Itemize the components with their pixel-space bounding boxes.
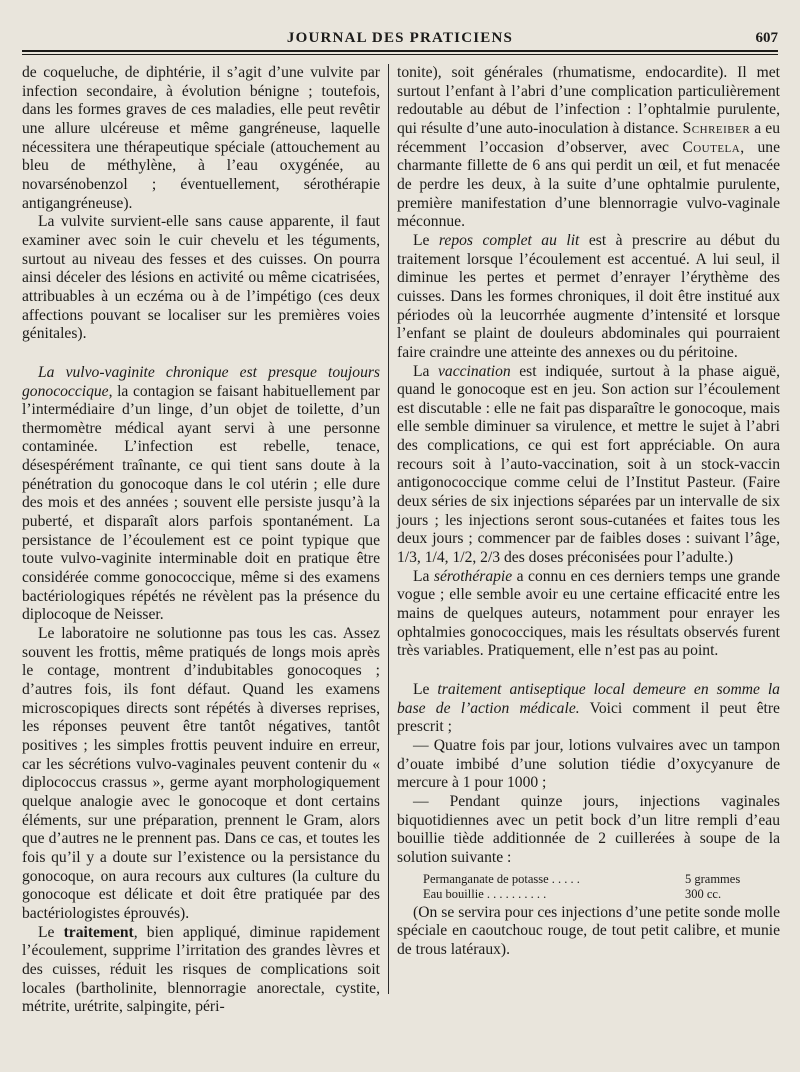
- paragraph: (On se servira pour ces injections d’une petite sonde molle spéciale en caoutchouc rouge, de tout petit calibre, et munie de trous latéraux).: [397, 903, 780, 958]
- header-rule-thick: [22, 50, 778, 52]
- bold-term: traitement: [63, 923, 134, 941]
- paragraph: — Quatre fois par jour, lotions vulvaires avec un tampon d’ouate imbibé d’une solution tiédie d’oxycyanure de mercure à 1 pour 1000 ;: [397, 736, 780, 792]
- paragraph: — Pendant quinze jours, injections vaginales biquotidiennes avec un petit bock d’un litre rempli d’eau bouillie tiède additionnée de 2 cuillerées à soupe de la solution suivante :: [397, 792, 780, 866]
- journal-title: JOURNAL DES PRATICIENS: [286, 30, 514, 46]
- paragraph: La vulvite survient-elle sans cause apparente, il faut examiner avec soin le cuir chevelu et les téguments, surtout au niveau des fesses et des cuisses. On pourra ainsi déceler des lésions en activité ou même cicatrisées, attribuables à un eczéma ou à de l’impétigo (ces deux affections pouvant se localiser sur les premières voies génitales).: [22, 213, 380, 343]
- paragraph: tonite), soit générales (rhumatisme, endocardite). Il met surtout l’enfant à l’abri d’une complication particulièrement redoutable au début de l’infection : l’ophtalmie purulente, qui résulte d’une auto-inoculation à distance. Schreiber a eu récemment l’occasion d’observer, avec Coutela, une charmante fillette de 6 ans qui perdit un œil, et fut menacée de perdre les deux, à la suite d’une ophtalmie purulente, première manifestation d’une blennorragie vulvo-vaginale méconnue.: [397, 64, 780, 231]
- left-column: [22, 64, 380, 1017]
- paragraph: La sérothérapie a connu en ces derniers temps une grande vogue ; elle semble avoir eu une certaine efficacité entre les mains de quelques auteurs, notamment pour enrayer les ophtalmies gonococciques, mais les résultats observés furent très variables. Pratiquement, elle n’est pas au point.: [397, 567, 780, 660]
- paragraph: Le laboratoire ne solutionne pas tous les cas. Assez souvent les frottis, même pratiqués de longs mois après le contage, montrent d’indubitables gonocoques ; d’autres fois, ils font défaut. Quand les examens microscopiques directs sont répétés à diverses reprises, les réponses peuvent être tantôt négatives, tantôt positives ; les simples frottis peuvent induire en erreur, car les sécrétions vulvo-vaginales peuvent contenir du « diplococcus crassus », germe ayant morphologiquement quelque analogie avec le gonocoque et dont certains éléments, sur une préparation, prennent le Gram, alors que d’autres ne le prennent pas. Dans ce cas, et toutes les fois qu’il y a doute sur l’existence ou la persistance du gonocoque, on aura recours aux cultures (la culture du gonocoque est délicate et doit être pratiquée par des bactériologistes éprouvés).: [22, 625, 380, 922]
- page-number: 607: [755, 30, 778, 46]
- paragraph: La vaccination est indiquée, surtout à la phase aiguë, quand le gonocoque est en jeu. Son action sur l’écoulement est discutable : elle ne fait pas disparaître le gonocoque, mais elle semble diminuer sa virulence, et mettre le sujet à l’abri des complications, ce qui est fort appréciable. On aura recours soit à l’auto-vaccination, soit à un stock-vaccin antigonococcique comme celui de l’Institut Pasteur. (Faire deux séries de six injections séparées par un intervalle de six jours ; les injections seront sous-cutanées et faites tous les deux jours ; commencer par de faibles doses : suivant l’âge, 1/3, 1/4, 1/2, 2/3 des doses préconisées pour l’adulte.): [397, 362, 780, 567]
- paragraph: Le traitement antiseptique local demeure en somme la base de l’action médicale. Voici comment il peut être prescrit ;: [397, 681, 780, 736]
- formula-row: Permanganate de potasse . . . . . 5 grammes: [423, 871, 741, 886]
- right-column: [397, 64, 780, 960]
- formula-row: Eau bouillie . . . . . . . . . . 300 cc.: [423, 886, 722, 901]
- page-header: [22, 30, 778, 52]
- paragraph: La vulvo-vaginite chronique est presque toujours gonococcique, la contagion se faisant habituellement par l’intermédiaire d’un linge, d’un objet de toilette, d’un thermomètre médical ayant servi à une personne contaminée. L’infection est rebelle, tenace, désespérément traînante, ce qui tient sans doute à la pénétration du gonocoque dans le col utérin ; elle dure des mois et des années ; souvent elle persiste jusqu’à la puberté, et disparaît alors parfois spontanément. La persistance de l’écoulement est ce point typique que toute vulvo-vaginite interminable doit en pratique être considérée comme gonococcique, même si des examens bactériologiques répétés ne révèlent pas la présence du diplocoque de Neisser.: [22, 363, 380, 624]
- header-rule-thin: [22, 54, 778, 55]
- paragraph: de coqueluche, de diphtérie, il s’agit d’une vulvite par infection secondaire, à évolution bénigne ; toutefois, dans les formes graves de ces maladies, elle peut revêtir une allure ulcéreuse et même gangréneuse, laquelle nécessitera une thérapeutique spéciale (attouchement au bleu de méthylène, à l’eau oxygénée, au novarsénobenzol ; éventuellement, sérothérapie antigangréneuse).: [22, 64, 380, 212]
- author-name: Coutela: [682, 138, 741, 156]
- paragraph: Le repos complet au lit est à prescrire au début du traitement lorsque l’écoulement est accentué. A lui seul, il diminue les pertes et permet d’enrayer l’érythème des cuisses. Dans les formes chroniques, il doit être institué aux périodes où la leucorrhée augmente d’intensité et lorsque l’enfant se plaint de douleurs abdominales qui pourraient faire craindre une atteinte des annexes ou du péritoine.: [397, 231, 780, 361]
- column-divider: [388, 64, 389, 994]
- author-name: Schreiber: [682, 119, 751, 137]
- paragraph: Le traitement, bien appliqué, diminue rapidement l’écoulement, supprime l’irritation des grandes lèvres et des cuisses, réduit les risques de complications soit locales (bartholinite, blennorragie anorectale, cystite, métrite, urétrite, salpingite, péri-: [22, 923, 380, 1016]
- italic-lead: La vulvo-vaginite chronique est presque toujours gonococcique,: [22, 363, 380, 400]
- prescription-formula: [423, 872, 780, 902]
